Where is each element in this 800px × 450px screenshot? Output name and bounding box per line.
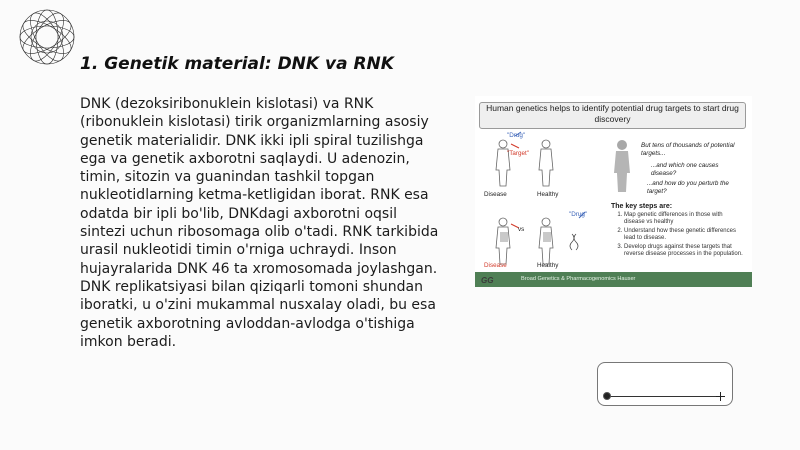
slider-handle[interactable] (603, 392, 611, 400)
figure-footer: Broad Genetics & Pharmacogenomics Hauser (475, 272, 752, 287)
drug-label-bottom: "Drug" (569, 211, 588, 218)
target-label: "Target" (507, 150, 529, 157)
slide-body-text: DNK (dezoksiribonuklein kislotasi) va RNK (ribonuklein kislotasi) tirik organizmlarning asosiy genetik materialidir. DNK ikki ipli spiral tuzilishga ega va genetik axborotni saqlaydi. U adenozin, timin, sitozin va guanindan tashkil topgan nukleotidlarning ketma-ketligidan iborat. RNK esa odatda bir ipli bo'lib, DNKdagi axborotni oqsil sintezi uchun ribosomaga olib o'tadi. RNK tarkibida urasil nukleotidi timin o'rniga uchraydi. Inson hujayralarida DNK 46 ta xromosomada joylashgan. DNK replikatsiyasi bilan qiziqarli tomoni shundan iboratki, u o'zini mukammal nusxalay oladi, bu esa genetik axborotning avloddan-avlodga o'tishiga imkon beradi. (80, 96, 439, 350)
disease-label-bottom: Disease (484, 262, 507, 269)
key-step-item: 1. Map genetic differences in those with disease vs healthy (624, 212, 744, 227)
drug-target-figure (475, 96, 752, 287)
vs-label: vs (518, 226, 525, 233)
spirograph-logo-icon (18, 8, 76, 66)
drug-label-top: "Drug" (507, 132, 526, 139)
key-step-item: 3. Develop drugs against these targets that reverse disease processes in the population. (624, 244, 744, 259)
key-step-item: 2. Understand how these genetic differences lead to disease. (624, 228, 744, 243)
slider-track[interactable] (606, 396, 720, 397)
figure-header: Human genetics helps to identify potential drug targets to start drug discovery (479, 102, 746, 129)
figure-logo: GG (481, 276, 494, 285)
healthy-label-bottom: Healthy (537, 262, 559, 269)
question-cause: ...and which one causes disease? (651, 162, 719, 177)
add-icon-vertical (720, 392, 721, 401)
key-steps-list (608, 212, 744, 258)
healthy-label-top: Healthy (537, 191, 559, 198)
media-slider-widget[interactable] (597, 362, 733, 406)
question-targets: But tens of thousands of potential targets... (641, 142, 735, 157)
disease-label-top: Disease (484, 191, 507, 198)
slide-title: 1. Genetik material: DNK va RNK (80, 54, 394, 74)
key-steps-title: The key steps are: (611, 203, 673, 210)
question-perturb: ...and how do you perturb the target? (647, 180, 729, 195)
